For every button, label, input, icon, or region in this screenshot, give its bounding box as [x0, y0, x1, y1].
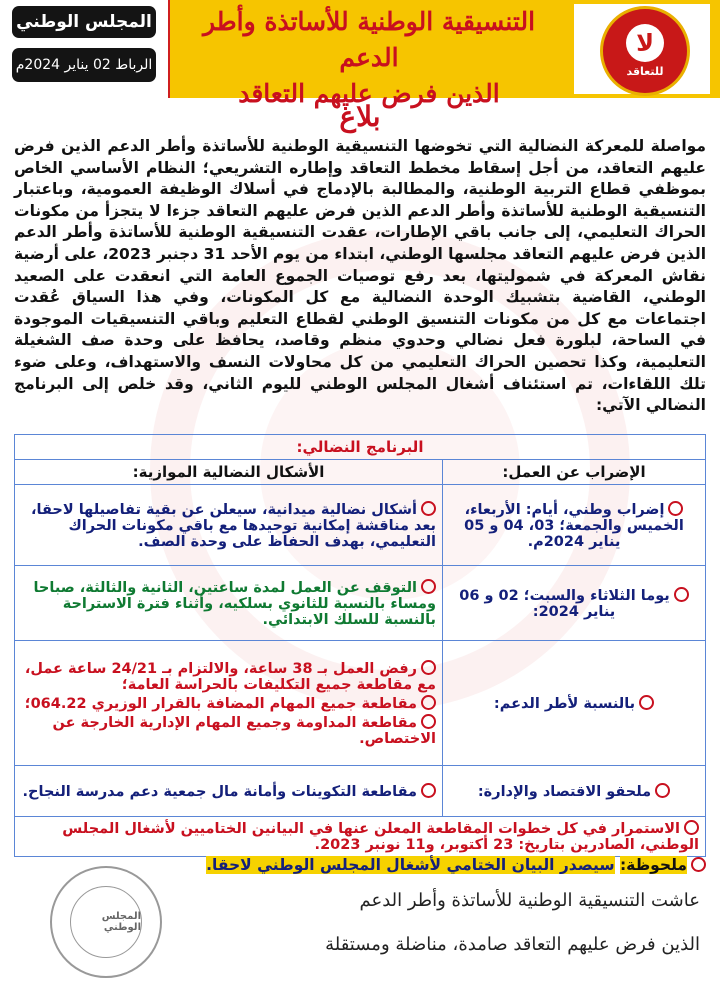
strike-cell: يوما الثلاثاء والسبت؛ 02 و 06 يناير 2024:: [443, 566, 706, 641]
column-parallel-header: الأشكال النضالية الموازية:: [15, 460, 443, 485]
remark-text: سيصدر البيان الختامي لأشغال المجلس الوطني لاحقا.: [206, 856, 615, 874]
table-row: [15, 766, 706, 817]
bullet-icon: [421, 783, 436, 798]
closing-line-2: الذين فرض عليهم التعاقد صامدة، مناضلة ومستقلة: [325, 934, 700, 955]
document-body: مواصلة للمعركة النضالية التي تخوضها التنسيقية الوطنية للأساتذة وأطر الدعم الذين فرض عليهم التعاقد، من أجل إسقاط مخطط التعاقد وإطاره التشريعي؛ النظام الأساسي الخاص بموظفي قطاع التربية الوطنية، والمطالبة بالإدماج في أسلاك الوظيفة العمومية، وباعتبار التنسيقية الوطنية للأساتذة وأطر الدعم الذين فرض عليهم التعاقد جزءا لا يتجزأ من مكونات الحراك التعليمي، إلى جانب باقي الإطارات، عقدت التنسيقية الوطنية للأساتذة وأطر الدعم الذين فرض عليهم التعاقد مجلسها الوطني، ابتداء من يوم الأحد 31 دجنبر 2023، على أرضية نقاش المعركة في شموليتها، بعد رفع توصيات الجموع العامة التي انعقدت على الصعيد الوطني، القاضية بتشبيك الوحدة النضالية مع كل المكونات، وفي هذا السياق عُقدت اجتماعات مع كل من مكونات التنسيق الوطني لقطاع التعليم وباقي التنسيقيات الموجودة في الساحة، لبلورة فعل نضالي وحدوي منظم وقاصد، يحافظ على وحدة صف الشغيلة التعليمية، وكذا تحصين الحراك التعليمي من كل محاولات النسف والاستهداف، وعلى ضوء تلك اللقاءات، تم استئناف أشغال المجلس الوطني لليوم الثاني، وقد خلص إلى البرنامج النضالي الآتي:: [14, 137, 707, 415]
letterhead: [0, 0, 720, 108]
council-stamp: [50, 866, 162, 978]
bullet-icon: [674, 587, 689, 602]
closing-line-1: عاشت التنسيقية الوطنية للأساتذة وأطر الدعم: [359, 890, 700, 911]
remark-label: ملحوظة:: [619, 856, 687, 874]
parallel-cell: التوقف عن العمل لمدة ساعتين، الثانية والثالثة، صباحا ومساء بالنسبة للثانوي بسلكيه، وأثناء فترة الاستراحة بالنسبة للسلك الابتدائي.: [15, 566, 443, 641]
table-row: [15, 641, 706, 766]
parallel-cell: مقاطعة التكوينات وأمانة مال جمعية دعم مدرسة النجاح.: [15, 766, 443, 817]
program-table: [14, 434, 706, 857]
bullet-icon: [421, 501, 436, 516]
bullet-icon: [421, 714, 436, 729]
logo-no-symbol: لا: [626, 24, 664, 62]
bullet-icon: [655, 783, 670, 798]
logo-text: للتعاقد: [626, 65, 664, 78]
title-line-1: التنسيقية الوطنية للأساتذة وأطر الدعم: [202, 7, 536, 72]
date-line: الرباط 02 يناير 2024م: [12, 48, 156, 82]
bullet-icon: [421, 660, 436, 675]
strike-cell: ملحقو الاقتصاد والإدارة:: [443, 766, 706, 817]
letterhead-title: [178, 4, 560, 112]
table-row: [15, 566, 706, 641]
stamp-center: المجلس الوطني: [70, 886, 142, 958]
title-line-2: الذين فرض عليهم التعاقد: [238, 79, 500, 108]
bullet-icon: [668, 501, 683, 516]
bullet-icon: [684, 820, 699, 835]
parallel-cell: أشكال نضالية ميدانية، سيعلن عن بقية تفاصيلها لاحقا، بعد مناقشة إمكانية توحيدها مع باقي مكونات الحراك التعليمي، بهدف الحفاظ على وحدة الصف.: [15, 485, 443, 566]
strike-cell: بالنسبة لأطر الدعم:: [443, 641, 706, 766]
column-strike-header: الإضراب عن العمل:: [443, 460, 706, 485]
strike-cell: إضراب وطني، أيام: الأربعاء، الخميس والجمعة؛ 03، 04 و 05 يناير 2024م.: [443, 485, 706, 566]
council-label: المجلس الوطني: [12, 6, 156, 38]
letterhead-left-panel: [0, 0, 170, 98]
program-footer-note: الاستمرار في كل خطوات المقاطعة المعلن عنها في البيانين الختاميين لأشغال المجلس الوطني، الصادرين بتاريخ: 23 أكتوبر، و11 نونبر 2023.: [15, 817, 706, 857]
bullet-icon: [691, 857, 706, 872]
remark: [206, 856, 706, 874]
parallel-cell: رفض العمل بـ 38 ساعة، والالتزام بـ 24/21 ساعة عمل، مع مقاطعة جميع التكليفات بالحراسة العامة؛ مقاطعة جميع المهام المضافة بالقرار الوزيري 064.22؛ مقاطعة المداومة وجميع المهام الإدارية الخارجة عن الاختصاص.: [15, 641, 443, 766]
bullet-icon: [421, 579, 436, 594]
bullet-icon: [639, 695, 654, 710]
program-title: البرنامج النضالي:: [15, 435, 706, 460]
document-title: بلاغ: [339, 100, 381, 133]
coordination-logo: [600, 6, 690, 96]
bullet-icon: [421, 695, 436, 710]
table-row: [15, 485, 706, 566]
logo-area: [574, 4, 710, 94]
